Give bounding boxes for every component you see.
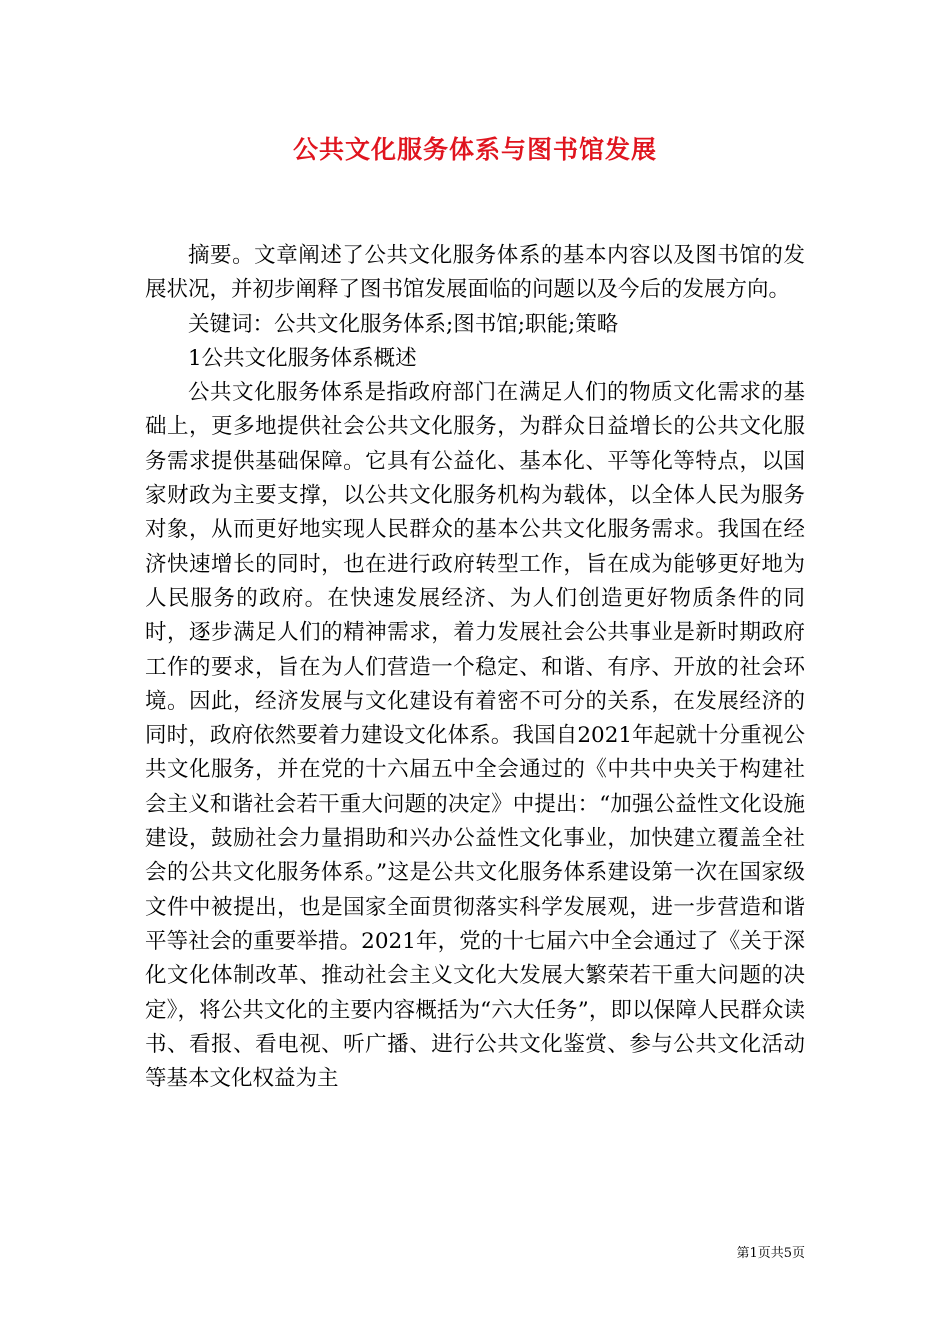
document-title: 公共文化服务体系与图书馆发展 bbox=[292, 135, 657, 164]
document-body bbox=[145, 239, 805, 1096]
keywords-line: 关键词：公共文化服务体系;图书馆;职能;策略 bbox=[188, 311, 619, 337]
page-number: 第1页共5页 bbox=[736, 1246, 805, 1261]
section-heading: 1公共文化服务体系概述 bbox=[188, 345, 417, 371]
body-paragraph: 公共文化服务体系是指政府部门在满足人们的物质文化需求的基础上，更多地提供社会公共文化服务，为群众日益增长的公共文化服务需求提供基础保障。它具有公益化、基本化、平等化等特点，以国家财政为主要支撑，以公共文化服务机构为载体，以全体人民为服务对象，从而更好地实现人民群众的基本公共文化服务需求。我国在经济快速增长的同时，也在进行政府转型工作，旨在成为能够更好地为人民服务的政府。在快速发展经济、为人们创造更好物质条件的同时，逐步满足人们的精神需求，着力发展社会公共事业是新时期政府工作的要求，旨在为人们营造一个稳定、和谐、有序、开放的社会环境。因此，经济发展与文化建设有着密不可分的关系，在发展经济的同时，政府依然要着力建设文化体系。我国自2021年起就十分重视公共文化服务，并在党的十六届五中全会通过的《中共中央关于构建社会主义和谐社会若干重大问题的决定》中提出：“加强公益性文化设施建设，鼓励社会力量捐助和兴办公益性文化事业，加快建立覆盖全社会的公共文化服务体系。”这是公共文化服务体系建设第一次在国家级文件中被提出，也是国家全面贯彻落实科学发展观，进一步营造和谐平等社会的重要举措。2021年，党的十七届六中全会通过了《关于深化文化体制改革、推动社会主义文化大发展大繁荣若干重大问题的决定》，将公共文化的主要内容概括为“六大任务”，即以保障人民群众读书、看报、看电视、听广播、进行公共文化鉴赏、参与公共文化活动等基本文化权益为主 bbox=[145, 380, 805, 1092]
abstract-paragraph: 摘要。文章阐述了公共文化服务体系的基本内容以及图书馆的发展状况，并初步阐释了图书馆发展面临的问题以及今后的发展方向。 bbox=[145, 243, 805, 303]
